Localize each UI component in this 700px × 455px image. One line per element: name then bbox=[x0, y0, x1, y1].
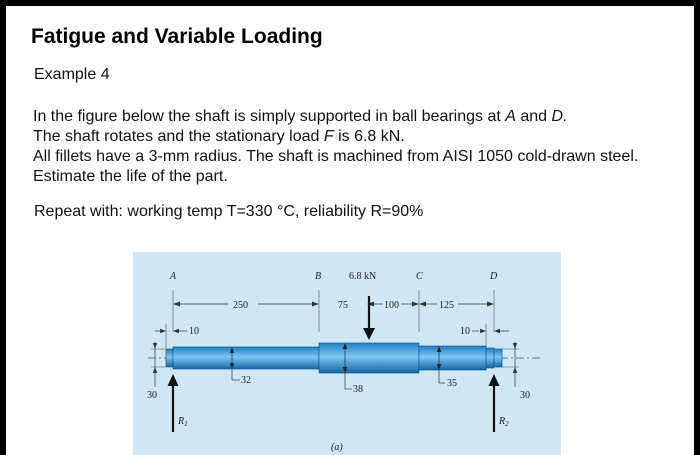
arrowhead bbox=[412, 302, 419, 307]
load-value: 6.8 kN bbox=[349, 271, 377, 282]
arrowhead bbox=[153, 343, 157, 349]
arrowhead bbox=[487, 302, 494, 307]
load-symbol: F bbox=[323, 128, 334, 145]
reaction-r2-label: $R_2$ bbox=[499, 416, 509, 428]
arrowhead bbox=[494, 329, 500, 333]
shaft-figure bbox=[133, 252, 561, 455]
label-c: C bbox=[416, 271, 423, 282]
diameter-32: 32 bbox=[241, 375, 251, 386]
slide bbox=[6, 6, 694, 455]
arrowhead bbox=[173, 302, 180, 307]
statement-text-4: is 6.8 kN. bbox=[333, 128, 405, 145]
reaction-r1-label: $R_1$ bbox=[178, 416, 188, 428]
dim-100: 100 bbox=[384, 300, 399, 311]
arrowhead bbox=[513, 343, 517, 349]
arrowhead bbox=[160, 329, 166, 333]
reaction-r2-head bbox=[489, 374, 500, 386]
repeat-instruction: Repeat with: working temp T=330 °C, reliability R=90% bbox=[34, 203, 424, 220]
diameter-30-right: 30 bbox=[520, 390, 530, 401]
shaft-section-38 bbox=[319, 343, 419, 373]
page-title: Fatigue and Variable Loading bbox=[31, 25, 323, 48]
label-d: D bbox=[490, 271, 498, 282]
arrowhead bbox=[153, 367, 157, 373]
diameter-35: 35 bbox=[447, 378, 457, 389]
dim-75: 75 bbox=[338, 300, 348, 311]
arrowhead bbox=[419, 302, 426, 307]
shaft-step-right bbox=[486, 348, 494, 368]
arrowhead bbox=[480, 329, 486, 333]
statement-text-1: In the figure below the shaft is simply supported in ball bearings at bbox=[33, 108, 506, 125]
arrowhead bbox=[173, 329, 179, 333]
arrowhead bbox=[312, 302, 319, 307]
point-d-symbol: D. bbox=[551, 108, 568, 125]
shaft-section-35 bbox=[419, 346, 486, 370]
shaft-section-32 bbox=[173, 347, 319, 369]
problem-statement bbox=[33, 107, 673, 187]
statement-text-3: The shaft rotates and the stationary load bbox=[33, 128, 324, 145]
shaft-diagram bbox=[133, 252, 561, 455]
label-b: B bbox=[315, 271, 322, 282]
dim-10-right: 10 bbox=[460, 326, 470, 337]
statement-text-2: and bbox=[515, 108, 552, 125]
load-arrow-head bbox=[363, 328, 375, 340]
example-label: Example 4 bbox=[34, 66, 110, 83]
shaft-end-left bbox=[166, 349, 173, 367]
arrowhead bbox=[513, 367, 517, 373]
reaction-r1-head bbox=[168, 374, 179, 386]
dim-125: 125 bbox=[439, 300, 454, 311]
statement-text-5: All fillets have a 3-mm radius. The shaft is machined from AISI 1050 cold-drawn steel. Estimate the life of the part. bbox=[33, 148, 639, 185]
point-a-symbol: A bbox=[505, 108, 516, 125]
dim-10-left: 10 bbox=[189, 326, 199, 337]
label-a: A bbox=[170, 271, 177, 282]
dim-250: 250 bbox=[233, 300, 248, 311]
diameter-38: 38 bbox=[353, 384, 363, 395]
figure-caption: (a) bbox=[331, 442, 343, 453]
diameter-30-left: 30 bbox=[147, 390, 157, 401]
shaft-end-right bbox=[494, 349, 502, 367]
